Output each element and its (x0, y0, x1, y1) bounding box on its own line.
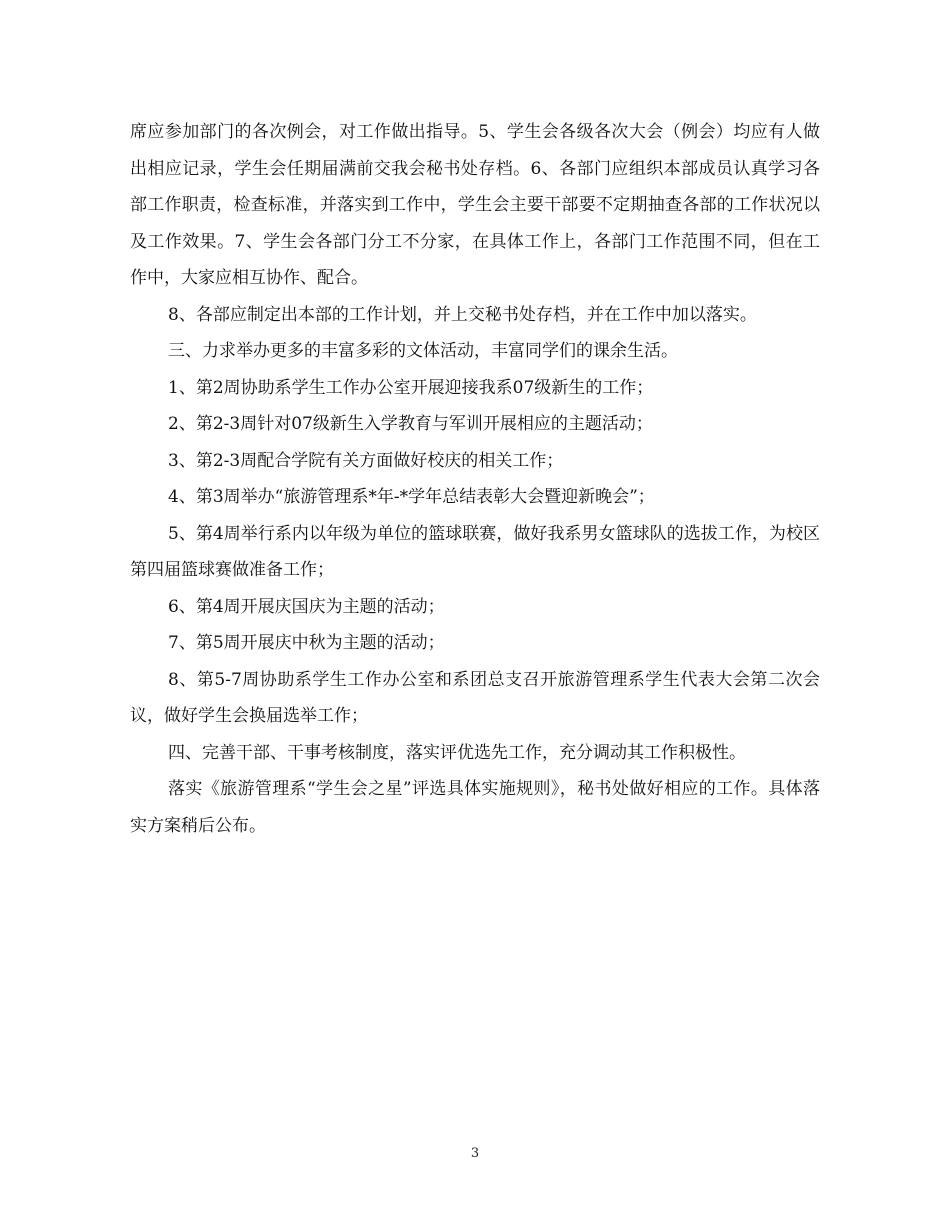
list-item: 7、第5周开展庆中秋为主题的活动； (168, 633, 445, 653)
section-heading: 四、完善干部、干事考核制度，落实评优选先工作，充分调动其工作积极性。 (168, 742, 746, 763)
list-item: 1、第2周协助系学生工作办公室开展迎接我系07级新生的工作； (168, 377, 654, 398)
list-item: 3、第2-3周配合学院有关方面做好校庆的相关工作； (168, 450, 564, 471)
document-body (130, 114, 820, 844)
list-item: 4、第3周举办“旅游管理系*年-*学年总结表彰大会暨迎新晚会”； (168, 487, 655, 507)
list-item: 8、第5-7周协助系学生工作办公室和系团总支召开旅游管理系学生代表大会第二次会议，做好学生会换届选举工作； (130, 669, 820, 726)
list-item: 6、第4周开展庆国庆为主题的活动； (168, 596, 445, 617)
paragraph: 席应参加部门的各次例会，对工作做出指导。5、学生会各级各次大会（例会）均应有人做出相应记录，学生会任期届满前交我会秘书处存档。6、各部门应组织本部成员认真学习各部工作职责，检查标准，并落实到工作中，学生会主要干部要不定期抽查各部的工作状况以及工作效果。7、学生会各部门分工不分家，在具体工作上，各部门工作范围不同，但在工作中，大家应相互协作、配合。 (130, 122, 820, 288)
list-item: 2、第2-3周针对07级新生入学教育与军训开展相应的主题活动； (168, 414, 653, 434)
paragraph: 落实《旅游管理系“学生会之星”评选具体实施规则》，秘书处做好相应的工作。具体落实方案稍后公布。 (130, 779, 820, 836)
page-number: 3 (470, 1146, 480, 1161)
paragraph: 8、各部应制定出本部的工作计划，并上交秘书处存档，并在工作中加以落实。 (168, 304, 757, 325)
section-heading: 三、力求举办更多的丰富多彩的文体活动，丰富同学们的课余生活。 (168, 341, 678, 361)
list-item: 5、第4周举行系内以年级为单位的篮球联赛，做好我系男女篮球队的选拔工作，为校区第四届篮球赛做准备工作； (130, 523, 820, 580)
